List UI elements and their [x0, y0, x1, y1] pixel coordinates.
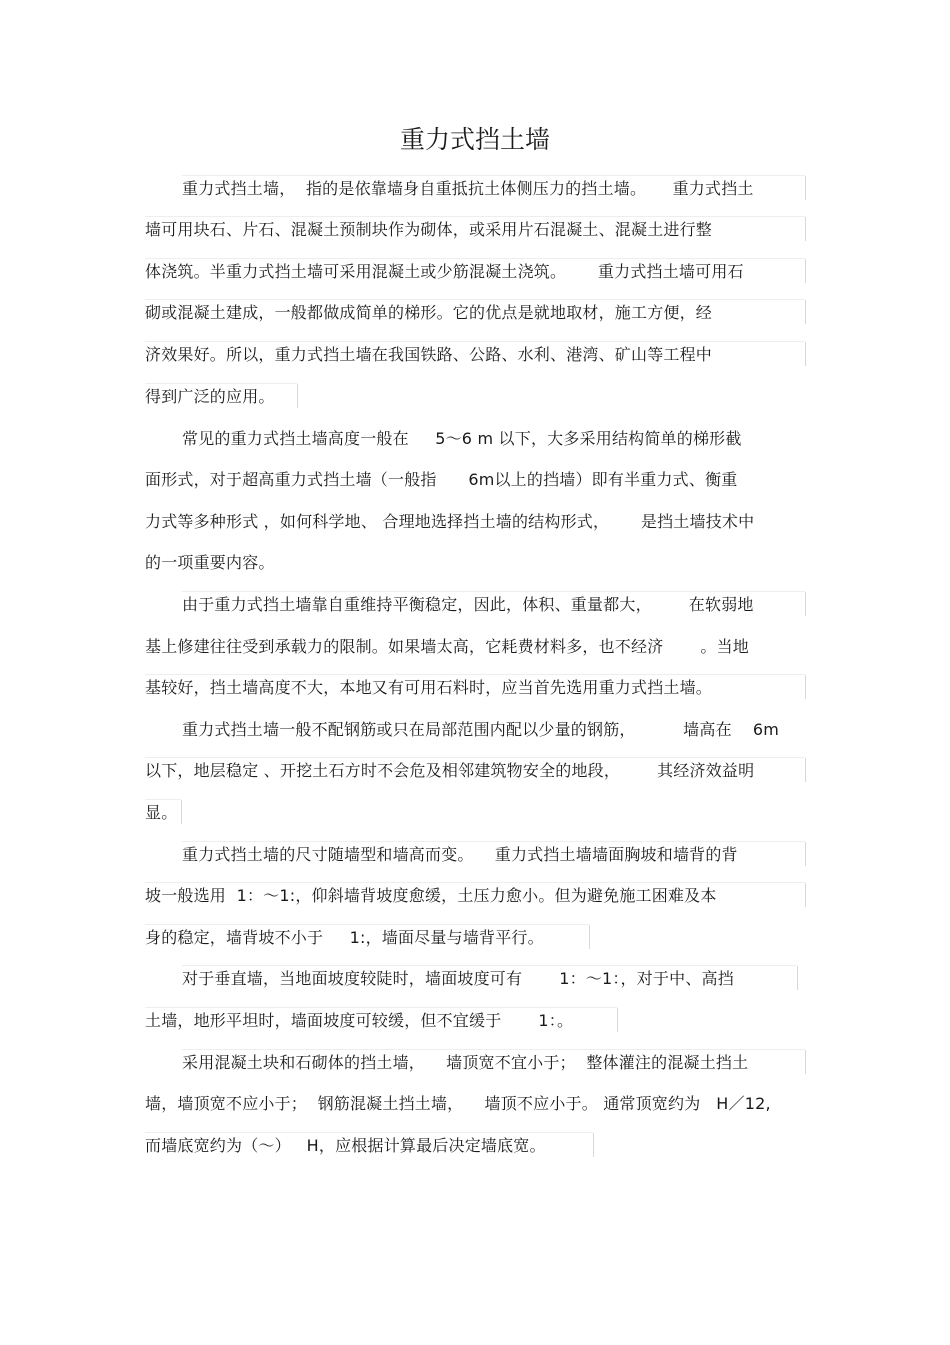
- text-line: 基较好，挡土墙高度不大，本地又有可用石料时，应当首先选用重力式挡土墙。: [145, 678, 713, 697]
- text-line: 显。: [145, 803, 178, 822]
- text-line: 重力式挡土墙， 指的是依靠墙身自重抵抗土体侧压力的挡土墙。 重力式挡土: [182, 179, 754, 198]
- text-line: 身的稳定，墙背坡不小于 1:，墙面尽量与墙背平行。: [145, 928, 544, 947]
- line-edge-marker: [805, 675, 806, 699]
- text-line: 而墙底宽约为（～） H，应根据计算最后决定墙底宽。: [145, 1136, 546, 1155]
- line-top-rule: [182, 965, 797, 966]
- text-line: 的一项重要内容。: [145, 553, 275, 572]
- text-line: 砌或混凝土建成，一般都做成简单的梯形。它的优点是就地取材，施工方便，经: [145, 303, 713, 322]
- line-edge-marker: [805, 592, 806, 616]
- line-top-rule: [145, 757, 805, 758]
- line-edge-marker: [797, 966, 798, 990]
- text-line: 常见的重力式挡土墙高度一般在 5～6 m 以下，大多采用结构简单的梯形截: [182, 429, 742, 448]
- text-line: 基上修建往往受到承载力的限制。如果墙太高，它耗费材料多，也不经济 。当地: [145, 637, 750, 656]
- text-line: 墙可用块石、片石、混凝土预制块作为砌体，或采用片石混凝土、混凝土进行整: [145, 220, 713, 239]
- line-edge-marker: [593, 1133, 594, 1157]
- line-edge-marker: [805, 758, 806, 782]
- line-edge-marker: [297, 384, 298, 408]
- line-top-rule: [182, 175, 805, 176]
- text-line: 济效果好。所以，重力式挡土墙在我国铁路、公路、水利、港湾、矿山等工程中: [145, 345, 713, 364]
- line-edge-marker: [805, 217, 806, 241]
- line-edge-marker: [805, 259, 806, 283]
- document-title: 重力式挡土墙: [399, 125, 550, 154]
- line-top-rule: [145, 674, 805, 675]
- text-line: 得到广泛的应用。: [145, 387, 275, 406]
- text-line: 采用混凝土块和石砌体的挡土墙， 墙顶宽不宜小于； 整体灌注的混凝土挡土: [182, 1053, 749, 1072]
- line-edge-marker: [805, 342, 806, 366]
- text-line: 由于重力式挡土墙靠自重维持平衡稳定，因此，体积、重量都大， 在软弱地: [182, 595, 754, 614]
- line-top-rule: [145, 924, 589, 925]
- line-top-rule: [145, 1132, 593, 1133]
- text-line: 对于垂直墙，当地面坡度较陡时，墙面坡度可有 1：～1：，对于中、高挡: [182, 969, 734, 988]
- line-edge-marker: [805, 883, 806, 907]
- line-top-rule: [145, 258, 805, 259]
- line-edge-marker: [181, 800, 182, 824]
- line-edge-marker: [617, 1008, 618, 1032]
- text-line: 土墙，地形平坦时，墙面坡度可较缓，但不宜缓于 1：。: [145, 1011, 574, 1030]
- line-top-rule: [145, 341, 805, 342]
- line-top-rule: [145, 216, 805, 217]
- line-edge-marker: [805, 1050, 806, 1074]
- line-edge-marker: [589, 925, 590, 949]
- line-top-rule: [182, 591, 805, 592]
- text-line: 墙，墙顶宽不应小于； 钢筋混凝土挡土墙， 墙顶不应小于。 通常顶宽约为 H／12,: [145, 1094, 771, 1113]
- line-top-rule: [145, 299, 805, 300]
- text-line: 力式等多种形式 ，如何科学地、 合理地选择挡土墙的结构形式， 是挡土墙技术中: [145, 512, 755, 531]
- line-edge-marker: [805, 176, 806, 200]
- line-top-rule: [145, 799, 181, 800]
- text-line: 面形式，对于超高重力式挡土墙（一般指 6m以上的挡墙）即有半重力式、衡重: [145, 470, 738, 489]
- line-top-rule: [145, 1007, 617, 1008]
- text-line: 重力式挡土墙的尺寸随墙型和墙高而变。 重力式挡土墙墙面胸坡和墙背的背: [182, 845, 738, 864]
- text-line: 坡一般选用 1：～1:，仰斜墙背坡度愈缓，土压力愈小。但为避免施工困难及本: [145, 886, 717, 905]
- text-line: 重力式挡土墙一般不配钢筋或只在局部范围内配以少量的钢筋， 墙高在 6m: [182, 720, 780, 739]
- line-edge-marker: [805, 842, 806, 866]
- line-edge-marker: [805, 300, 806, 324]
- line-top-rule: [182, 841, 805, 842]
- line-top-rule: [145, 882, 805, 883]
- line-top-rule: [145, 383, 297, 384]
- line-top-rule: [182, 1049, 805, 1050]
- text-line: 体浇筑。半重力式挡土墙可采用混凝土或少筋混凝土浇筑。 重力式挡土墙可用石: [145, 262, 744, 281]
- text-line: 以下，地层稳定 、开挖土石方时不会危及相邻建筑物安全的地段， 其经济效益明: [145, 761, 755, 780]
